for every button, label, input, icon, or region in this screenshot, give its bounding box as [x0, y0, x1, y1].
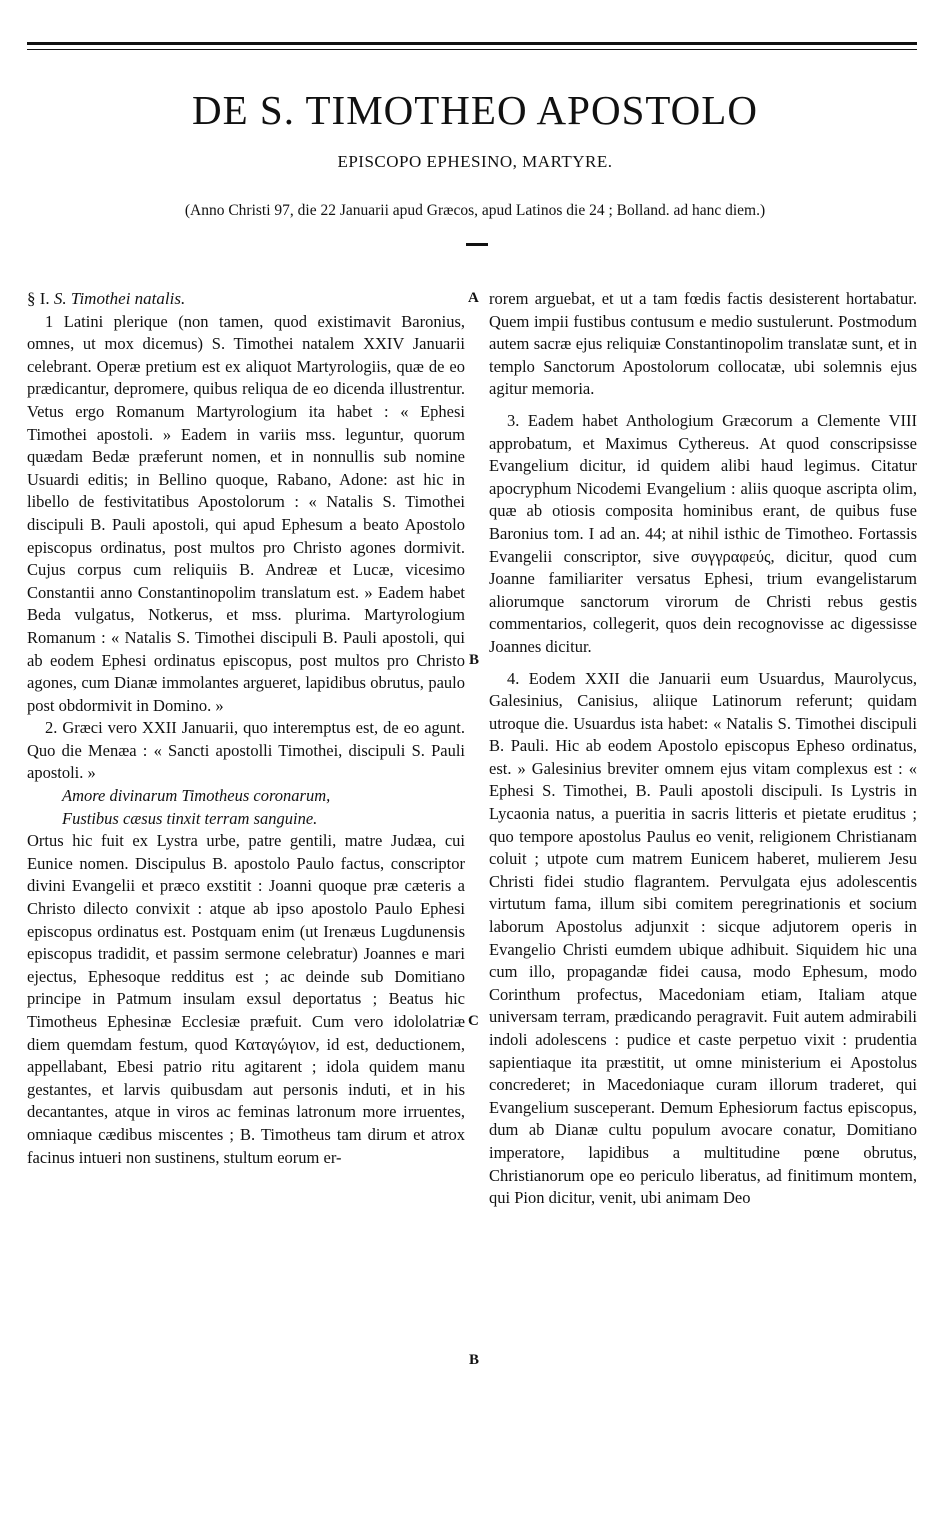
- right-paragraph-1: rorem arguebat, et ut a tam fœdis factis desisterent hortabatur. Quem impii fustibus contusum e medio sustulerunt. Postmodum autem sacræ ejus reliquiæ Constantinopolim translatæ sunt, et in templo Sanctorum Apostolorum collocatæ, ubi solemnis ejus agitur memoria.: [489, 289, 917, 399]
- verse-line-1: Amore divinarum Timotheus coronarum,: [62, 786, 331, 806]
- page-subtitle: EPISCOPO EPHESINO, MARTYRE.: [337, 152, 613, 171]
- margin-marker-a: A: [468, 290, 479, 306]
- right-paragraph-2: 3. Eadem habet Anthologium Græcorum a Clemente VIII approbatum, et Maximus Cythereus. At quod conscripsisse Evangelium dicitur, id quidem alibi haud legimus. Citatur apocryphum Nicodemi Evangelium : aliis quoque ascripta olim, quæ ab otiosis composita hominibus erant, de quibus fuse Baronius tom. I ad an. 44; at nihil isthic de Timotheo. Fortassis Evangelii conscriptor, sive συγγραφεύς, dicitur, quod cum Joanne familiariter versatus Ephesi, trium evangelistarum aliorumque sanctorum virorum de Christi rebus gestis commentarios, collegerit, quos dein recognovisse ac digessisse Joannes dicitur.: [489, 410, 917, 656]
- page-title: DE S. TIMOTHEO APOSTOLO: [192, 87, 758, 133]
- right-column: [489, 288, 917, 1210]
- margin-marker-b-lower: B: [469, 1352, 480, 1368]
- section-number: § I.: [27, 289, 50, 308]
- margin-marker-c: C: [468, 1013, 479, 1029]
- left-column: [27, 288, 465, 1169]
- separator-dash: [466, 243, 488, 246]
- top-rule-thin: [27, 49, 917, 50]
- right-paragraph-3: 4. Eodem XXII die Januarii eum Usuardus, Maurolycus, Galesinius, Canisius, aliique Latinorum referunt; quidam utroque die. Usuardus ista habet: « Natalis S. Timothei discipuli B. Pauli. Hic ab eodem Apostolo episcopus Epheso ordinatus, est. » Galesinius breviter omnem ejus vitam complexus est : « Ephesi S. Timothei, B. Pauli apostoli discipuli. Is Lystris in Lycaonia natus, a pueritia in sacris litteris et pietate eruditus ; quo tempore apostolus Paulus eo venit, religionem Christianam coluit ; utpote cum matrem Eunicem haberet, mulierem Jesu Christi fidei studio flagrantem. Pervulgata ejus adolescentis virtutum fama, illum sibi comitem peregrinationis et socium laborum Apostolus adjunxit : sicque adjutorem operis in Evangelio Christi eumdem ubique adhibuit. Siquidem hic una cum illo, propagandæ fidei causa, modo Ephesum, modo Corinthum profectus, Macedoniam etiam, Italiam atque universam terram, prædicando peragravit. Fuit autem admirabili indoli adolescens : pudice et caste perpetuo vixit : prudentia sapientiaque ita præstitit, ut omne ministerium ei Apostolus concrederet; in Macedoniaque curam illorum traderet, qui Evangelium susceperant. Demum Ephesiorum factus episcopus, dum ab Dianæ cultu populum avocare conatur, Domitiano imperatore, lapidibus a multitudine pœne obrutus, Christianorum ope eo periculo liberatus, ad finitimum montem, qui Pion dicitur, venit, ubi animam Deo: [489, 668, 917, 1208]
- top-rule-thick: [27, 42, 917, 45]
- dateline: (Anno Christi 97, die 22 Januarii apud Græcos, apud Latinos die 24 ; Bolland. ad hanc diem.): [184, 202, 766, 219]
- section-title: S. Timothei natalis.: [53, 289, 186, 308]
- section-heading: [27, 288, 465, 311]
- left-paragraph-2: 2. Græci vero XXII Januarii, quo interemptus est, de eo agunt. Quo die Menæa : « Sancti apostolli Timothei, discipuli S. Pauli apostoli. »: [27, 718, 465, 783]
- margin-marker-b: B: [469, 652, 480, 668]
- verse-line-2: Fustibus cæsus tinxit terram sanguine.: [62, 808, 318, 828]
- left-paragraph-3: Ortus hic fuit ex Lystra urbe, patre gentili, matre Judæa, cui Eunice nomen. Discipulus B. apostolo Paulo factus, conscriptor divini Evangelii et præco exstitit : Joanni quoque præ cæteris a Christo dilecto convixit : atque ab ipso apostolo Paulo Ephesi episcopus ordinatus est. Postquam enim (ut Irenæus Lugdunensis episcopus tradidit, et passim sermone celebratur) Joannes e mari ejectus, Ephesoque redditus est ; ac deinde sub Domitiano principe in Patmum insulam exsul deportatus ; Beatus hic Timotheus Ephesinæ Ecclesiæ præfuit. Cum vero idololatriæ diem quemdam festum, quod Καταγώγιον, id est, deductionem, appellabant, Ebesi patrio ritu agitarent ; idola quidem manu gestantes, et larvis quibusdam aut personis induti, et in his decantantes, atque in viros ac feminas latronum more irruentes, omniaque cædibus miscentes ; B. Timotheus tam dirum et atrox facinus intueri non sustinens, stultum eorum er-: [27, 831, 465, 1167]
- left-paragraph-1: 1 Latini plerique (non tamen, quod existimavit Baronius, omnes, ut mox dicemus) S. Timothei natalem XXIV Januarii celebrant. Operæ pretium est ex aliquot Martyrologiis, quæ de eo prædicantur, depromere, quibus reliqua de eo dicenda illustrentur. Vetus ergo Romanum Martyrologium ita habet : « Ephesi Timothei apostoli. » Eadem in variis mss. leguntur, quorum quædam Bedæ præferunt nomen, et in nonnullis sub nomine Usuardi editis; in Bellino quoque, Rabano, Adone: ast hic in libello de festivitatibus Apostolorum : « Natalis S. Timothei discipuli B. Pauli apostoli, qui apud Ephesum a beato Apostolo episcopus ordinatus, post multos pro Christo agones dormivit. Cujus corpus cum reliquiis B. Andreæ et Lucæ, vicesimo Constantii anno Constantinopolim translatum est. » Eadem habet Beda vulgatus, Notkerus, et mss. plurima. Martyrologium Romanum : « Natalis S. Timothei discipuli B. Pauli apostoli, qui ab eodem Ephesi ordinatus episcopus, post multos pro Christo agones, cum Dianæ immolantes argueret, lapidibus obrutus, paulo post obdormivit in Domino. »: [27, 311, 465, 715]
